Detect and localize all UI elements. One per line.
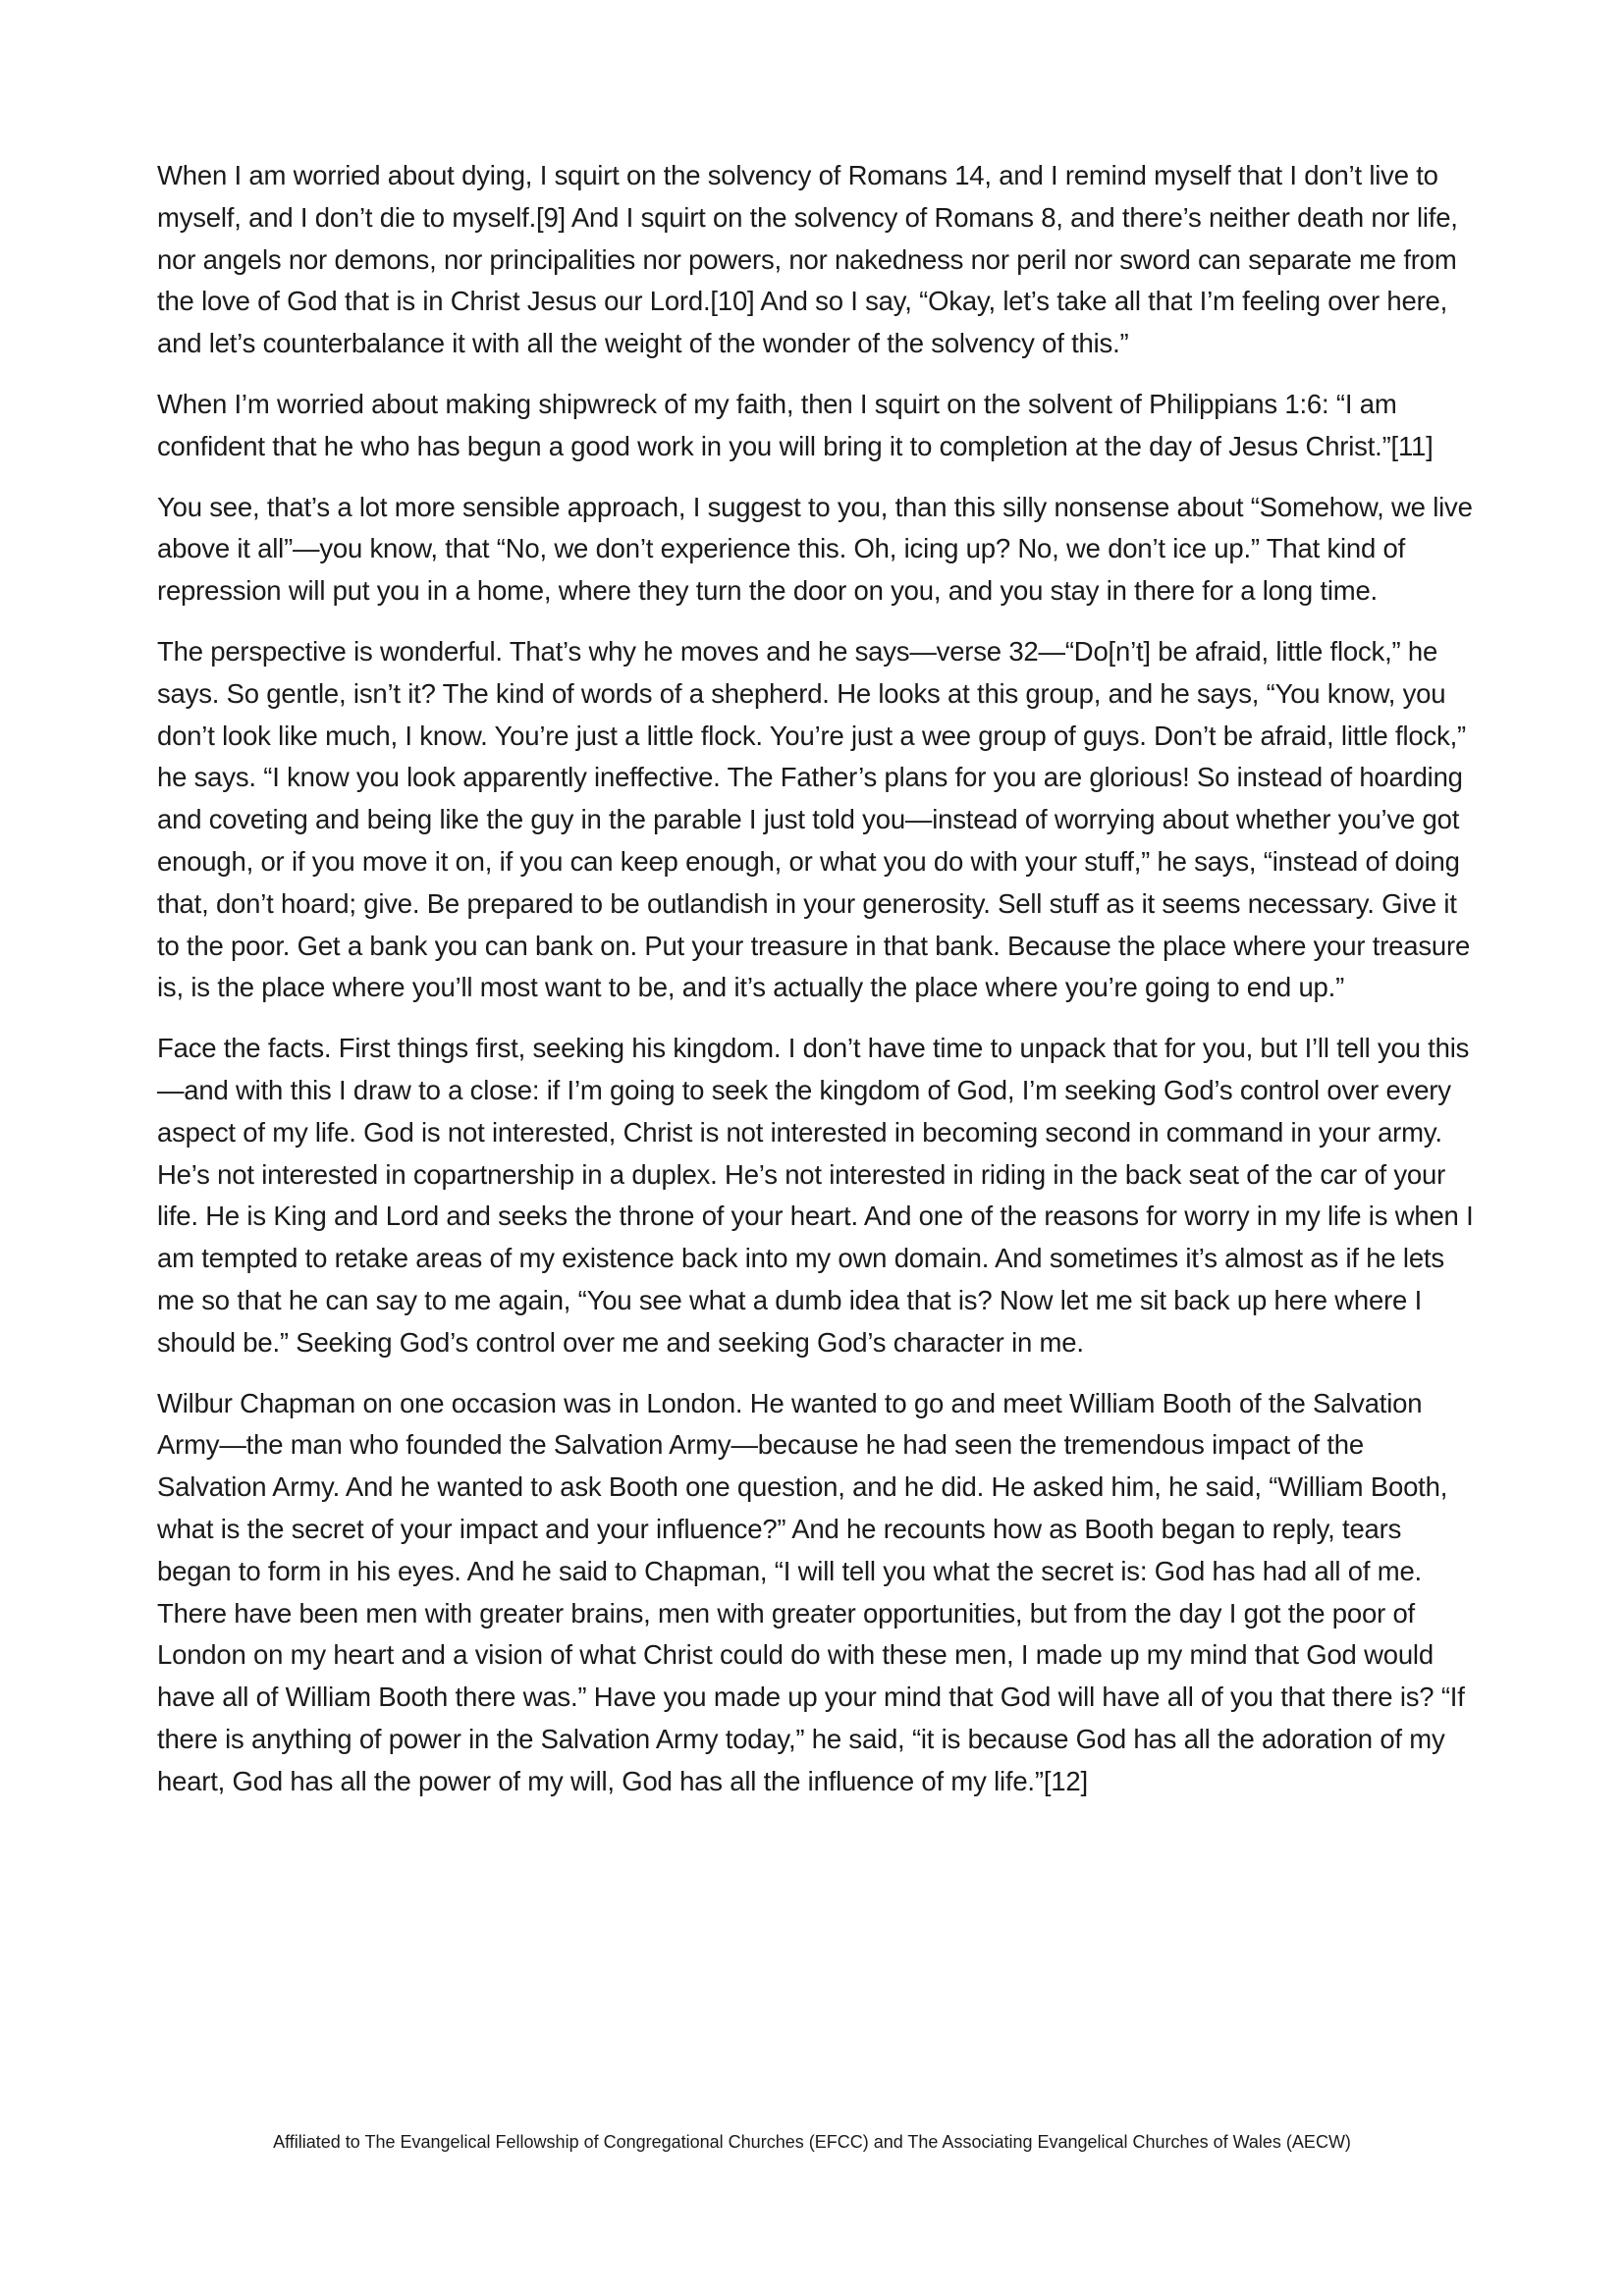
paragraph-repression: You see, that’s a lot more sensible approach, I suggest to you, than this silly nonsense about “Somehow, we live above it all”—you know, that “No, we don’t experience this. Oh, icing up? No, we don’t ice up.” That kind of repression will put you in a home, where they turn the door on you, and you stay in there for a long time. [157,491,1473,607]
paragraph-perspective: The perspective is wonderful. That’s why he moves and he says—verse 32—“Do[n’t] be afraid, little flock,” he says. So gentle, isn’t it? The kind of words of a shepherd. He looks at this group, and he says, “You know, you don’t look like much, I know. You’re just a little flock. You’re just a wee group of guys. Don’t be afraid, little flock,” he says. “I know you look apparently ineffective. The Father’s plans for you are glorious! So instead of hoarding and coveting and being like the guy in the parable I just told you—instead of worrying about whether you’ve got enough, or if you move it on, if you can keep enough, or what you do with your stuff,” he says, “instead of doing that, don’t hoard; give. Be prepared to be outlandish in your generosity. Sell stuff as it seems necessary. Give it to the poor. Get a bank you can bank on. Put your treasure in that bank. Because the place where your treasure is, is the place where you’ll most want to be, and it’s actually the place where you’re going to end up.” [157,635,1471,1003]
body-text [157,155,1477,1821]
paragraph-dying: When I am worried about dying, I squirt on the solvency of Romans 14, and I remind myself that I don’t live to myself, and I don’t die to myself.[9] And I squirt on the solvency of Romans 8, and there’s neither death nor life, nor angels nor demons, nor principalities nor powers, nor nakedness nor peril nor sword can separate me from the love of God that is in Christ Jesus our Lord.[10] And so I say, “Okay, let’s take all that I’m feeling over here, and let’s counterbalance it with all the weight of the wonder of the solvency of this.” [157,160,1458,359]
paragraph-face-the-facts: Face the facts. First things first, seeking his kingdom. I don’t have time to unpack that for you, but I’ll tell you this—and with this I draw to a close: if I’m going to seek the kingdom of God, I’m seeking God’s control over every aspect of my life. God is not interested, Christ is not interested in becoming second in command in your army. He’s not interested in copartnership in a duplex. He’s not interested in riding in the back seat of the car of your life. He is King and Lord and seeks the throne of your heart. And one of the reasons for worry in my life is when I am tempted to retake areas of my existence back into my own domain. And sometimes it’s almost as if he lets me so that he can say to me again, “You see what a dumb idea that is? Now let me sit back up here where I should be.” Seeking God’s control over me and seeking God’s character in me. [157,1033,1474,1358]
paragraph-wilbur-chapman: Wilbur Chapman on one occasion was in London. He wanted to go and meet William Booth of the Salvation Army—the man who founded the Salvation Army—because he had seen the tremendous impact of the Salvation Army. And he wanted to ask Booth one question, and he did. He asked him, he said, “William Booth, what is the secret of your impact and your influence?” And he recounts how as Booth began to reply, tears began to form in his eyes. And he said to Chapman, “I will tell you what the secret is: God has had all of me. There have been men with greater brains, men with greater opportunities, but from the day I got the poor of London on my heart and a vision of what Christ could do with these men, I made up my mind that God would have all of William Booth there was.” Have you made up your mind that God will have all of you that there is? “If there is anything of power in the Salvation Army today,” he said, “it is because God has all the adoration of my heart, God has all the power of my will, God has all the influence of my life.”[12] [157,1387,1465,1796]
paragraph-shipwreck: When I’m worried about making shipwreck of my faith, then I squirt on the solvent of Philippians 1:6: “I am confident that he who has begun a good work in you will bring it to completion at the day of Jesus Christ.”[11] [157,388,1434,461]
page-footer: Affiliated to The Evangelical Fellowship of Congregational Churches (EFCC) and The Associating Evangelical Churches of Wales (AECW) [273,2132,1351,2152]
